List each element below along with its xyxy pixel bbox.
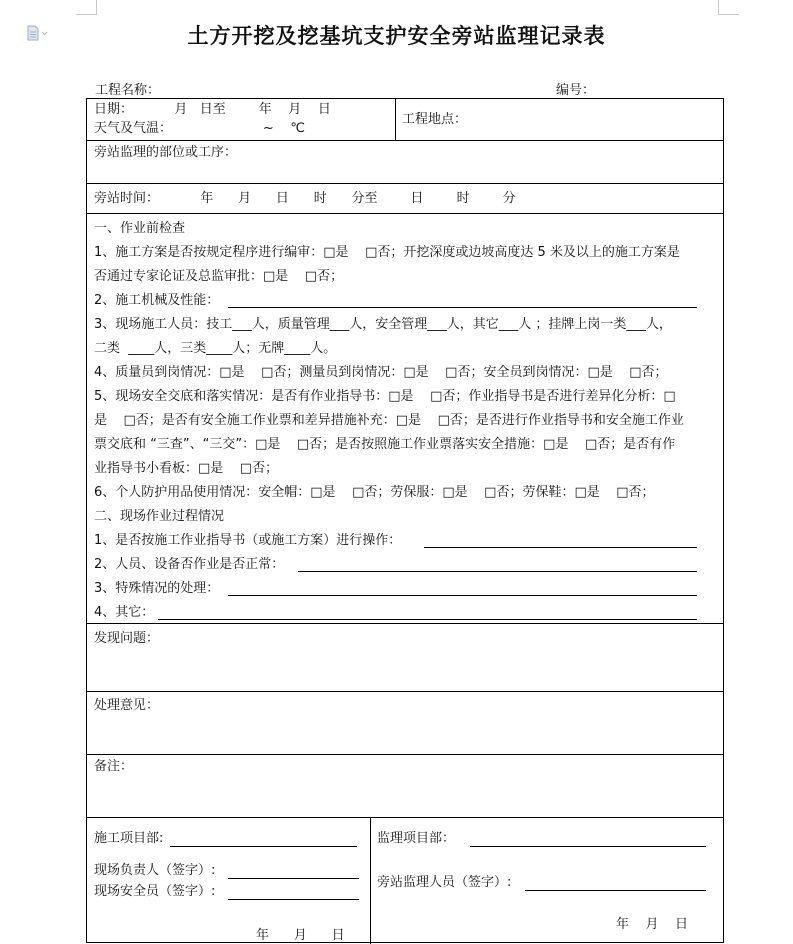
row-divider bbox=[87, 817, 723, 818]
process-line: 1、是否按施工作业指导书（或施工方案）进行操作： bbox=[94, 533, 402, 548]
check-line: 是 □否；是否有安全施工作业票和差异措施补充：□是 □否；是否进行作业指导书和安全施工作业 bbox=[94, 413, 684, 428]
check-line: 6、个人防护用品使用情况：安全帽：□是 □否；劳保服：□是 □否；劳保鞋：□是 □否； bbox=[94, 485, 655, 500]
record-form bbox=[86, 98, 724, 943]
process-line: 4、其它： bbox=[94, 605, 155, 620]
check-line: 5、现场安全交底和落实情况：是否有作业指导书：□是 □否；作业指导书是否进行差异化分析：□ bbox=[94, 389, 676, 404]
opinion-label: 处理意见： bbox=[94, 698, 160, 713]
check-line: 票交底和 “三查”、“三交”：□是 □否；是否按照施工作业票落实安全措施：□是 □否；是否有作 bbox=[94, 437, 676, 452]
row-divider bbox=[87, 691, 723, 692]
site-leader-signature-label: 现场负责人（签字）: bbox=[94, 863, 216, 878]
check-line: 1、施工方案是否按规定程序进行编审：□是 □否；开挖深度或边坡高度达 5 米及以上的施工方案是 bbox=[94, 245, 680, 260]
row-divider bbox=[87, 754, 723, 755]
check-line: 4、质量员到岗情况：□是 □否；测量员到岗情况：□是 □否；安全员到岗情况：□是 □否； bbox=[94, 365, 668, 380]
sign-date-left: 年 月 日 bbox=[256, 928, 345, 943]
weather-field: 天气及气温： ~ ℃ bbox=[94, 121, 305, 136]
process-line: 3、特殊情况的处理： bbox=[94, 581, 220, 596]
row-divider bbox=[87, 623, 723, 624]
fill-line bbox=[424, 547, 697, 548]
date-range-field: 日期： 月 日至 年 月 日 bbox=[94, 102, 331, 117]
fill-line bbox=[228, 878, 359, 879]
fill-line bbox=[228, 307, 697, 308]
row-divider bbox=[87, 213, 723, 214]
check-line: 业指导书小看板：□是 □否； bbox=[94, 461, 279, 476]
sign-date-right: 年 月 日 bbox=[616, 917, 689, 932]
pre-work-check-heading: 一、作业前检查 bbox=[94, 221, 186, 236]
fill-line bbox=[228, 595, 697, 596]
fill-line bbox=[228, 899, 359, 900]
project-name-label: 工程名称： bbox=[95, 83, 161, 98]
check-line: 二类 ____人，三类____人；无牌____人。 bbox=[94, 341, 337, 356]
row-divider bbox=[87, 140, 723, 141]
check-line: 2、施工机械及性能： bbox=[94, 293, 220, 308]
supervised-part-label: 旁站监理的部位或工序： bbox=[94, 145, 238, 160]
column-divider bbox=[395, 99, 396, 140]
construction-dept-label: 施工项目部: bbox=[94, 831, 164, 846]
page-corner-mark-right bbox=[718, 0, 739, 15]
supervision-dept-label: 监理项目部： bbox=[377, 831, 456, 846]
supervisor-signature-label: 旁站监理人员（签字）: bbox=[377, 875, 512, 890]
page-corner-mark-left bbox=[76, 0, 97, 15]
serial-number-label: 编号： bbox=[556, 83, 596, 98]
check-line: 3、现场施工人员：技工___人，质量管理___人，安全管理___人，其它___人 ；挂牌上岗一类___人， bbox=[94, 317, 672, 332]
check-line: 否通过专家论证及总监审批：□是 □否； bbox=[94, 269, 344, 284]
fill-line bbox=[158, 619, 697, 620]
process-heading: 二、现场作业过程情况 bbox=[94, 509, 225, 524]
remarks-label: 备注： bbox=[94, 759, 134, 774]
supervision-time-field: 旁站时间： 年 月 日 时 分至 日 时 分 bbox=[94, 191, 516, 206]
fill-line bbox=[170, 846, 357, 847]
fill-line bbox=[298, 571, 697, 572]
process-line: 2、人员、设备否作业是否正常： bbox=[94, 557, 285, 572]
fill-line bbox=[470, 846, 706, 847]
location-label: 工程地点： bbox=[402, 112, 468, 127]
site-safety-signature-label: 现场安全员（签字）: bbox=[94, 884, 216, 899]
document-title: 土方开挖及挖基坑支护安全旁站监理记录表 bbox=[187, 23, 606, 48]
row-divider bbox=[87, 183, 723, 184]
issues-label: 发现问题： bbox=[94, 631, 160, 646]
fill-line bbox=[525, 890, 706, 891]
column-divider bbox=[370, 817, 371, 944]
